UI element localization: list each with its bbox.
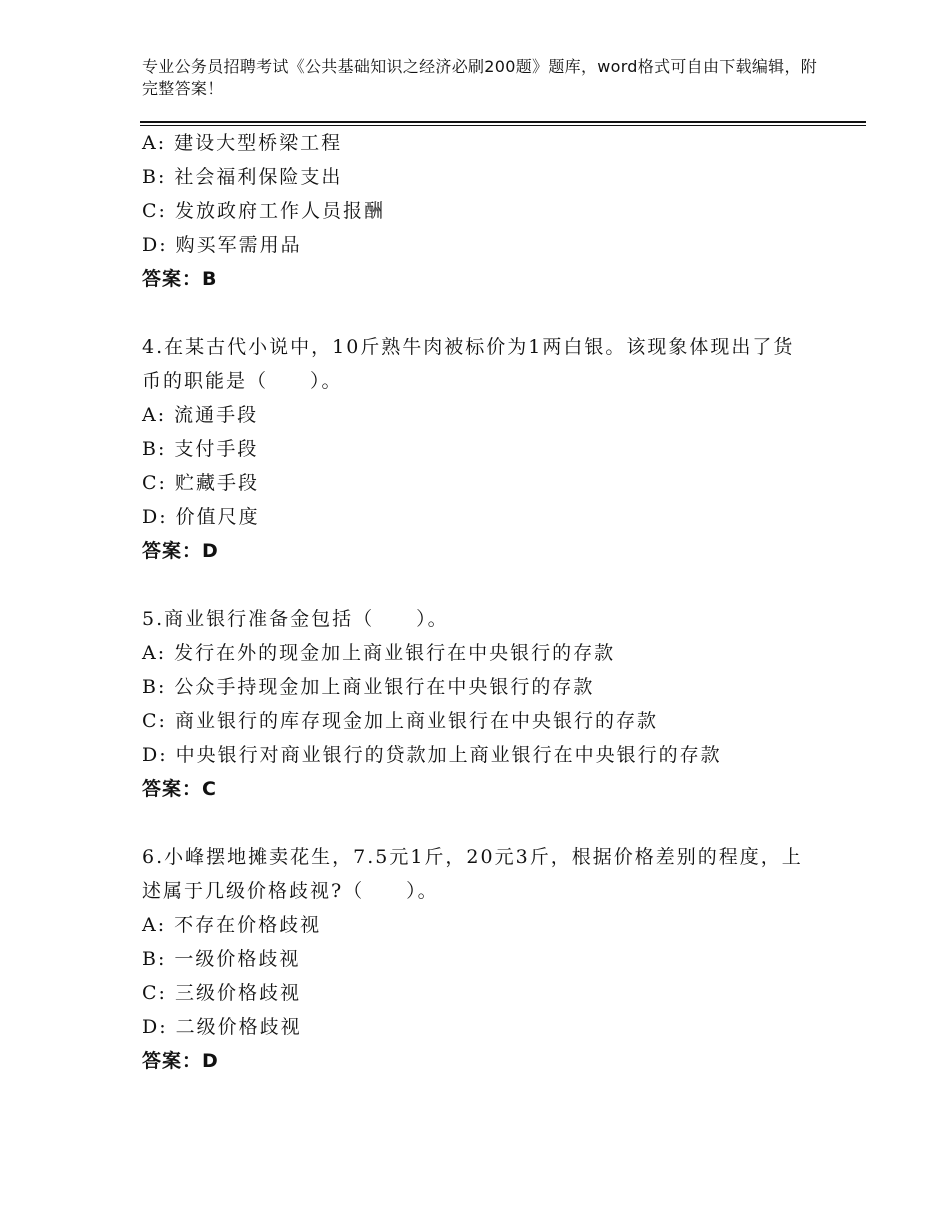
option-d: D: 价值尺度 [142,506,260,528]
option-b: B: 社会福利保险支出 [142,166,343,188]
option-c: C: 商业银行的库存现金加上商业银行在中央银行的存款 [142,710,658,732]
question-6 [142,840,842,1078]
question-5 [142,602,842,806]
option-d: D: 中央银行对商业银行的贷款加上商业银行在中央银行的存款 [142,744,722,766]
question-stem: 6.小峰摆地摊卖花生，7.5元1斤，20元3斤，根据价格差别的程度，上述属于几级价格歧视?（ ）。 [142,846,803,902]
option-b: B: 公众手持现金加上商业银行在中央银行的存款 [142,676,595,698]
answer: 答案：B [142,268,218,290]
option-c: C: 发放政府工作人员报酬 [142,200,385,222]
option-a: A: 发行在外的现金加上商业银行在中央银行的存款 [142,642,616,664]
option-a: A: 不存在价格歧视 [142,914,322,936]
option-c: C: 三级价格歧视 [142,982,301,1004]
question-3 [142,126,842,296]
option-d: D: 二级价格歧视 [142,1016,302,1038]
option-a: A: 流通手段 [142,404,259,426]
question-stem: 4.在某古代小说中，10斤熟牛肉被标价为1两白银。该现象体现出了货币的职能是（ ）。 [142,336,795,392]
answer: 答案：C [142,778,217,800]
option-b: B: 支付手段 [142,438,259,460]
answer: 答案：D [142,1050,219,1072]
document-header: 专业公务员招聘考试《公共基础知识之经济必刷200题》题库，word格式可自由下载编辑，附完整答案！ [142,57,818,98]
answer: 答案：D [142,540,219,562]
option-c: C: 贮藏手段 [142,472,259,494]
question-list [142,126,842,1078]
question-4 [142,330,842,568]
question-stem: 5.商业银行准备金包括（ ）。 [142,608,449,630]
option-a: A: 建设大型桥梁工程 [142,132,343,154]
option-b: B: 一级价格歧视 [142,948,301,970]
option-d: D: 购买军需用品 [142,234,302,256]
header-rule-thick [140,121,866,123]
